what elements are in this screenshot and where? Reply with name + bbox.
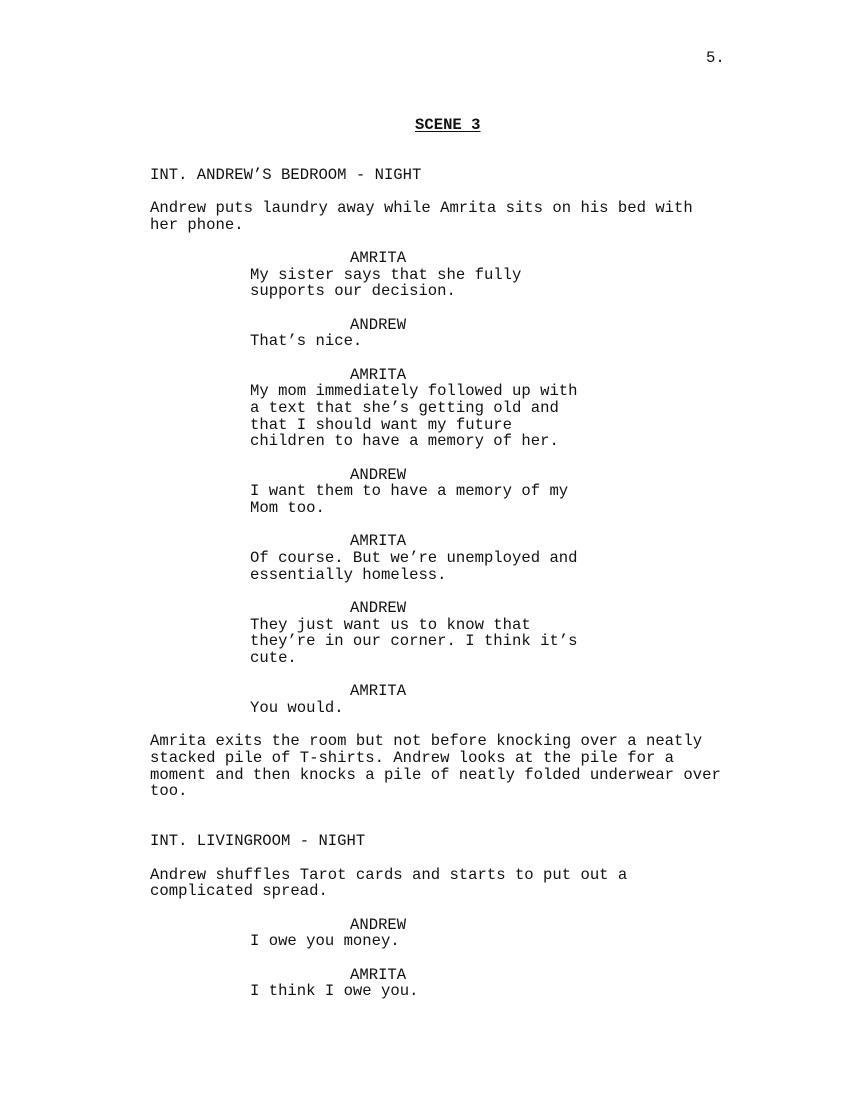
dialogue-line: cute. — [250, 649, 297, 667]
dialogue-line: That’s nice. — [250, 332, 363, 350]
dialogue-line: My mom immediately followed up with — [250, 382, 578, 400]
action-line: too. — [150, 782, 188, 800]
page-number: 5. — [706, 49, 725, 67]
dialogue-line: They just want us to know that — [250, 616, 531, 634]
dialogue-line: I want them to have a memory of my — [250, 482, 569, 500]
action-line: Andrew shuffles Tarot cards and starts to put out a — [150, 866, 628, 884]
character-name: AMRITA — [350, 966, 407, 984]
dialogue-line: Of course. But we’re unemployed and — [250, 549, 578, 567]
character-name: AMRITA — [350, 682, 407, 700]
scene-heading: INT. ANDREW’S BEDROOM - NIGHT — [150, 166, 422, 184]
dialogue-line: You would. — [250, 699, 344, 717]
dialogue-line: Mom too. — [250, 499, 325, 517]
character-name: ANDREW — [350, 599, 407, 617]
action-line: complicated spread. — [150, 882, 328, 900]
action-line: Amrita exits the room but not before knocking over a neatly — [150, 732, 703, 750]
scene-heading: INT. LIVINGROOM - NIGHT — [150, 832, 366, 850]
character-name: AMRITA — [350, 532, 407, 550]
action-line: her phone. — [150, 216, 244, 234]
dialogue-line: My sister says that she fully — [250, 266, 522, 284]
dialogue-line: a text that she’s getting old and — [250, 399, 559, 417]
action-line: Andrew puts laundry away while Amrita sits on his bed with — [150, 199, 693, 217]
action-line: moment and then knocks a pile of neatly folded underwear over — [150, 766, 721, 784]
dialogue-line: they’re in our corner. I think it’s — [250, 632, 578, 650]
character-name: AMRITA — [350, 249, 407, 267]
dialogue-line: supports our decision. — [250, 282, 456, 300]
dialogue-line: children to have a memory of her. — [250, 432, 559, 450]
character-name: AMRITA — [350, 366, 407, 384]
dialogue-line: essentially homeless. — [250, 566, 447, 584]
dialogue-line: I owe you money. — [250, 932, 400, 950]
scene-title: SCENE 3 — [415, 116, 481, 134]
character-name: ANDREW — [350, 916, 407, 934]
dialogue-line: that I should want my future — [250, 416, 513, 434]
character-name: ANDREW — [350, 316, 407, 334]
action-line: stacked pile of T-shirts. Andrew looks at the pile for a — [150, 749, 675, 767]
dialogue-line: I think I owe you. — [250, 982, 419, 1000]
character-name: ANDREW — [350, 466, 407, 484]
